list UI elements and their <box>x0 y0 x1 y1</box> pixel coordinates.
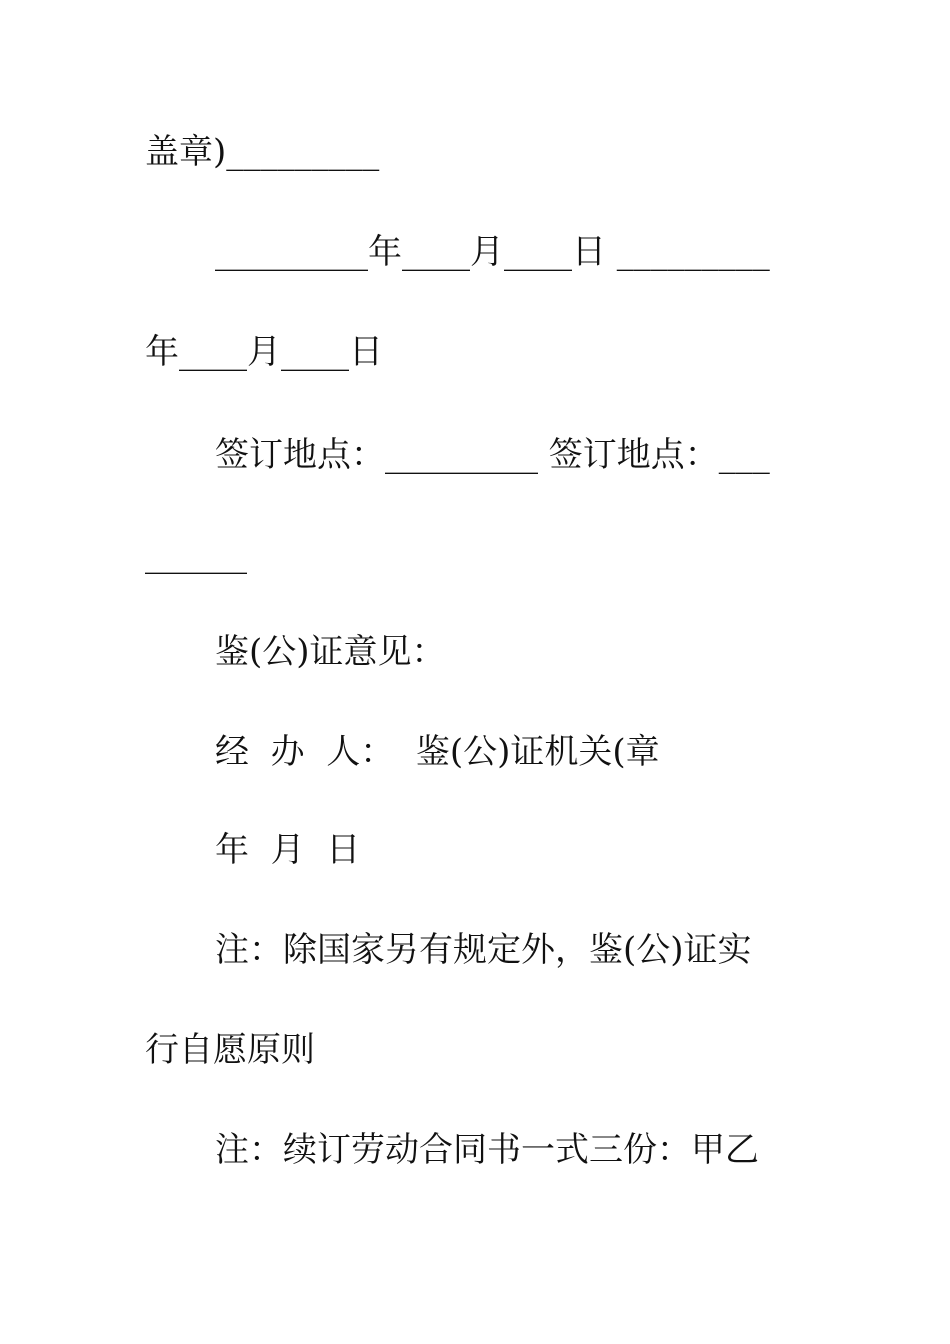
date-line: _________年____月____日 _________ <box>215 232 770 272</box>
note-voluntary-continued: 行自愿原则 <box>145 1030 315 1070</box>
notary-date-line: 年 月 日 <box>215 830 361 870</box>
note-voluntary-line: 注：除国家另有规定外，鉴(公)证实 <box>215 930 752 970</box>
seal-line: 盖章)_________ <box>145 132 380 172</box>
note-copies-line: 注：续订劳动合同书一式三份：甲乙 <box>215 1130 759 1170</box>
notary-opinion-heading: 鉴(公)证意见： <box>215 632 446 672</box>
handler-and-authority-line: 经 办 人： 鉴(公)证机关(章 <box>215 732 660 772</box>
date-line-continued: 年____月____日 <box>145 332 383 372</box>
signing-place-line: 签订地点：_________ 签订地点：___ <box>215 435 770 475</box>
signing-place-continued: ______ <box>145 535 247 575</box>
